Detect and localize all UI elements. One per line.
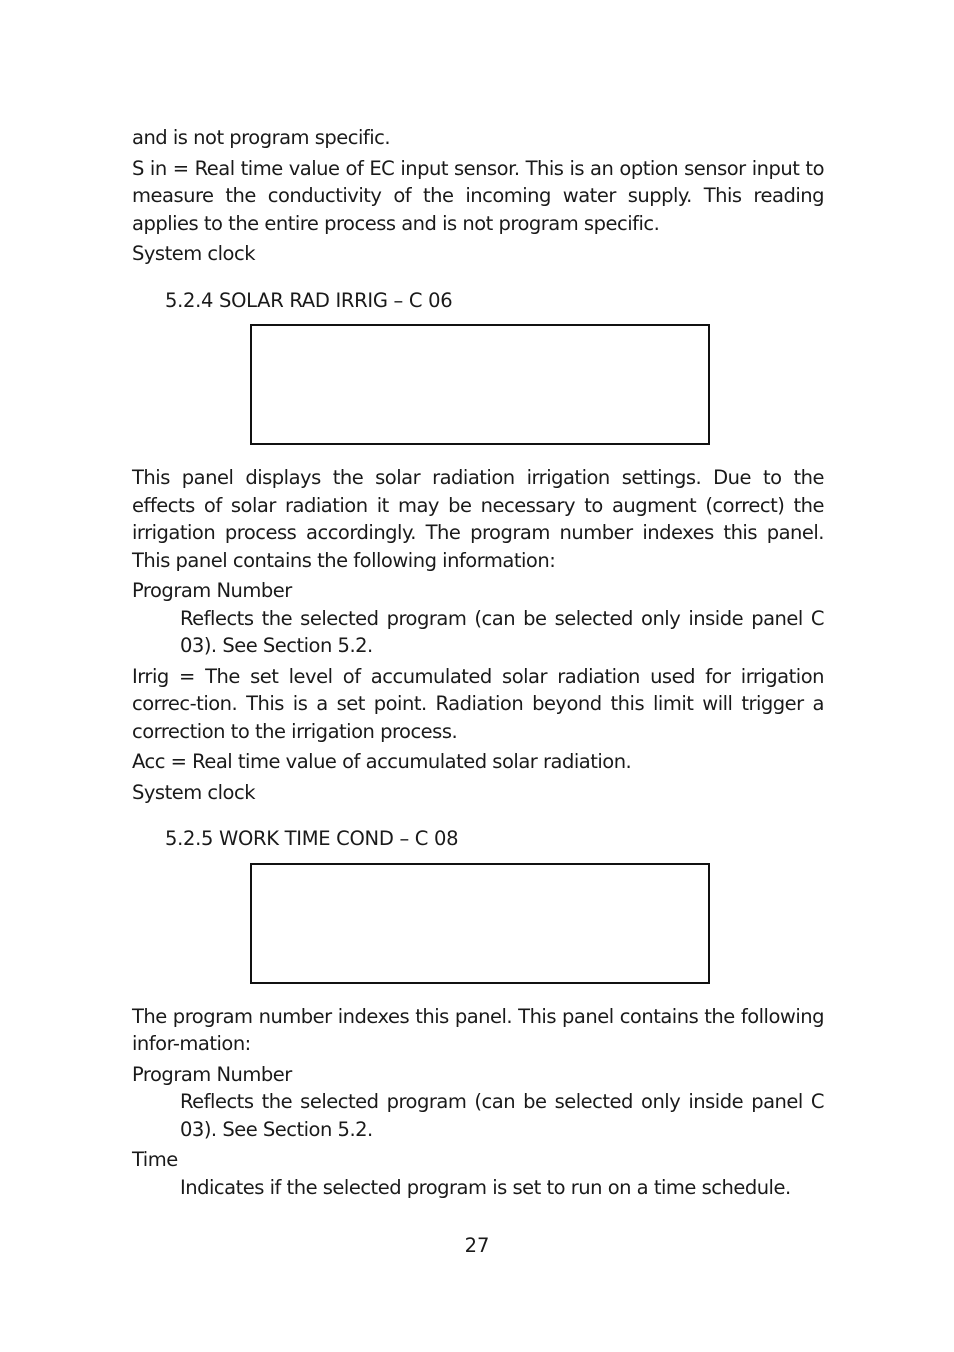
page-number: 27 — [464, 1234, 490, 1257]
paragraph-s-in: S in = Real time value of EC input sensor. This is an option sensor input to measure the conductivity of the incoming water supply. This reading applies to the entire process and is not program specific. — [132, 156, 824, 235]
section-heading-work-time-cond: 5.2.5 WORK TIME COND – C 08 — [165, 827, 459, 850]
term-time: Time — [132, 1148, 178, 1171]
section-heading-solar-rad-irrig: 5.2.4 SOLAR RAD IRRIG – C 06 — [165, 288, 453, 312]
paragraph-system-clock-2: System clock — [132, 780, 255, 804]
paragraph: and is not program specific. — [132, 126, 391, 149]
page-body — [132, 124, 824, 1201]
panel-box-c06 — [250, 324, 710, 445]
panel-box-c08 — [250, 863, 710, 984]
paragraph-solar-intro: This panel displays the solar radiation irrigation settings. Due to the effects of solar radiation it may be necessary to augment (correct) the irrigation process accordingly. The program number indexes this panel. This panel contains the following information: — [132, 466, 824, 572]
paragraph-acc: Acc = Real time value of accumulated solar radiation. — [132, 750, 632, 773]
definition-program-number-2: Reflects the selected program (can be selected only inside panel C 03). See Section 5.2. — [180, 1090, 824, 1141]
paragraph-system-clock: System clock — [132, 242, 255, 265]
definition-time: Indicates if the selected program is set to run on a time schedule. — [180, 1175, 791, 1199]
term-program-number: Program Number — [132, 579, 292, 602]
paragraph-irrig: Irrig = The set level of accumulated solar radiation used for irrigation correc-tion. This is a set point. Radiation beyond this limit will trigger a correction to the irrigation process. — [132, 664, 824, 743]
term-program-number-2: Program Number — [132, 1062, 292, 1086]
definition-program-number: Reflects the selected program (can be selected only inside panel C 03). See Section 5.2. — [180, 606, 824, 657]
paragraph-work-time-intro: The program number indexes this panel. This panel contains the following infor-mation: — [132, 1004, 824, 1055]
